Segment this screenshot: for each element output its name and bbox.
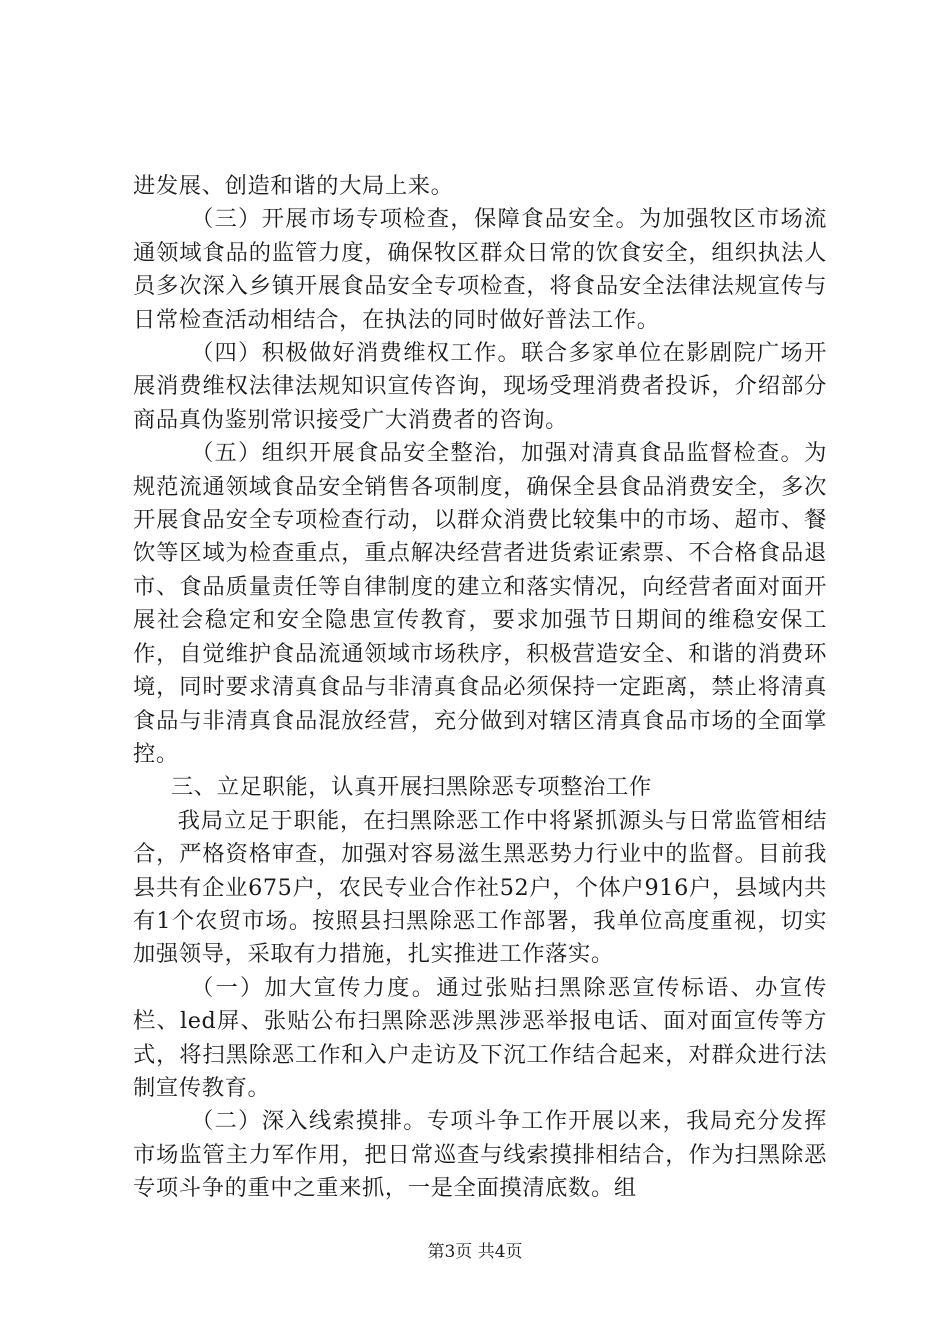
paragraph-intro: 我局立足于职能，在扫黑除恶工作中将紧抓源头与日常监管相结合，严格资格审查，加强对容易滋生黑恶势力行业中的监督。目前我县共有企业675户，农民专业合作社52户，个体户916户，县域内共有1个农贸市场。按照县扫黑除恶工作部署，我单位高度重视，切实加强领导，采取有力措施，扎实推进工作落实。 <box>133 807 827 968</box>
document-body <box>133 170 827 1206</box>
paragraph-subsection-1: （一）加大宣传力度。通过张贴扫黑除恶宣传标语、办宣传栏、led屏、张贴公布扫黑除恶涉黑涉恶举报电话、面对面宣传等方式，将扫黑除恶工作和入户走访及下沉工作结合起来，对群众进行法制宣传教育。 <box>133 974 827 1101</box>
section-heading: 三、立足职能，认真开展扫黑除恶专项整治工作 <box>170 774 652 801</box>
paragraph-section-5: （五）组织开展食品安全整治，加强对清真食品监督检查。为规范流通领域食品安全销售各项制度，确保全县食品消费安全，多次开展食品安全专项检查行动，以群众消费比较集中的市场、超市、餐饮等区域为检查重点，重点解决经营者进货索证索票、不合格食品退市、食品质量责任等自律制度的建立和落实情况，向经营者面对面开展社会稳定和安全隐患宣传教育，要求加强节日期间的维稳安保工作，自觉维护食品流通领域市场秩序，积极营造安全、和谐的消费环境，同时要求清真食品与非清真食品必须保持一定距离，禁止将清真食品与非清真食品混放经营，充分做到对辖区清真食品市场的全面掌控。 <box>133 440 827 767</box>
paragraph-section-3: （三）开展市场专项检查，保障食品安全。为加强牧区市场流通领域食品的监管力度，确保牧区群众日常的饮食安全，组织执法人员多次深入乡镇开展食品安全专项检查，将食品安全法律法规宣传与日常检查活动相结合，在执法的同时做好普法工作。 <box>133 206 827 333</box>
page-footer: 第3页 共4页 <box>427 1242 523 1262</box>
paragraph-subsection-2: （二）深入线索摸排。专项斗争工作开展以来，我局充分发挥市场监管主力军作用，把日常巡查与线索摸排相结合，作为扫黑除恶专项斗争的重中之重来抓，一是全面摸清底数。组 <box>133 1108 827 1202</box>
paragraph-section-4: （四）积极做好消费维权工作。联合多家单位在影剧院广场开展消费维权法律法规知识宣传咨询，现场受理消费者投诉，介绍部分商品真伪鉴别常识接受广大消费者的咨询。 <box>133 340 827 433</box>
paragraph-continuation: 进发展、创造和谐的大局上来。 <box>133 173 454 199</box>
